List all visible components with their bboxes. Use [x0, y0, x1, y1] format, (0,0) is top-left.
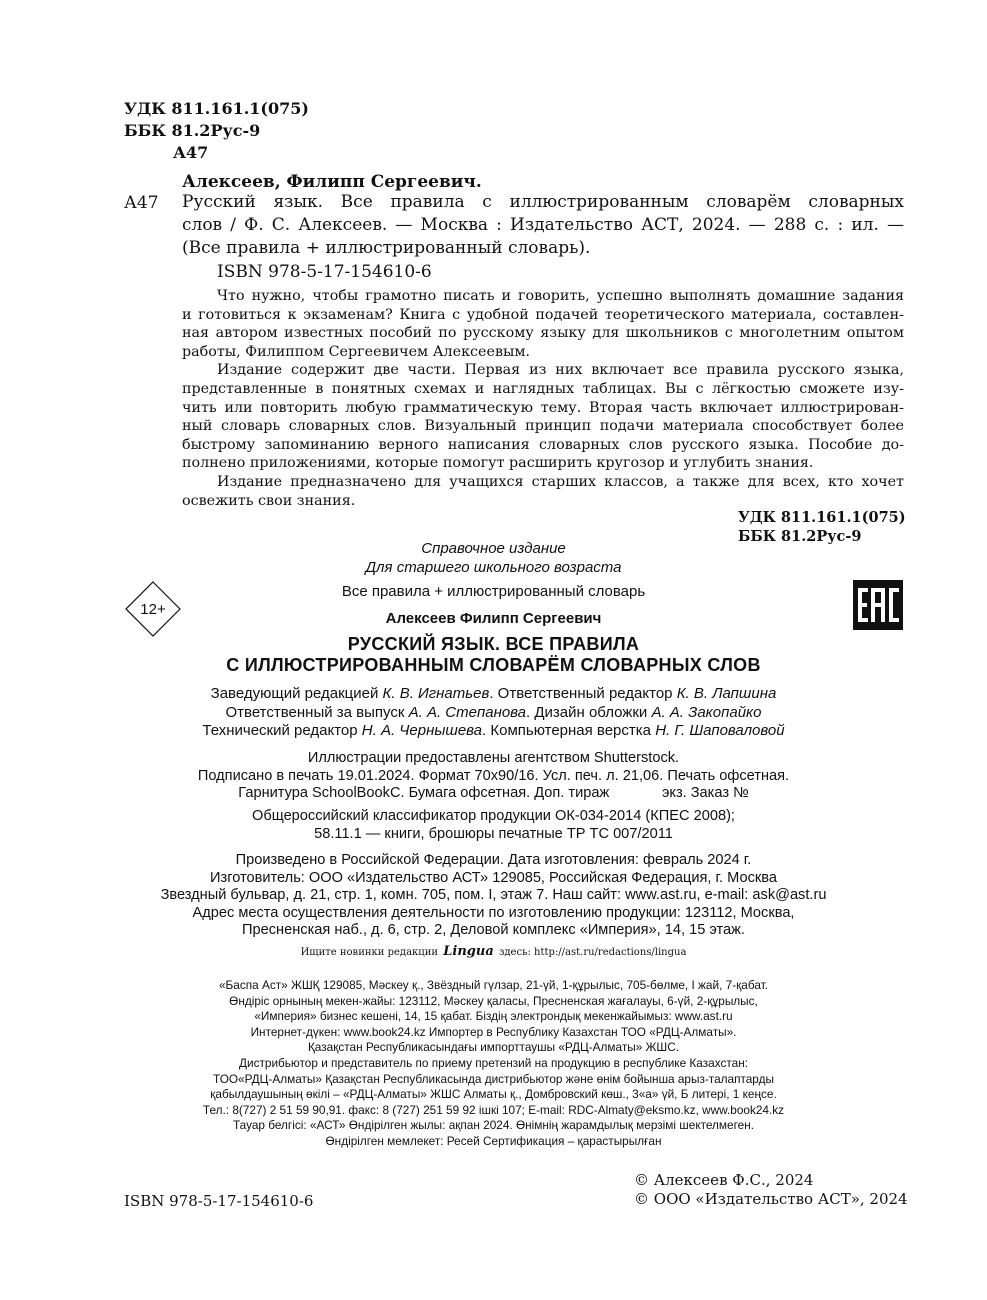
kz-line: «Баспа Аст» ЖШҚ 129085, Мәскеу қ., Звёздный гүлзар, 21-үй, 1-құрылыс, 705-бөлме, I жай, 7-қабат. [218, 978, 769, 992]
udk-right-bbk: ББК 81.2Рус-9 [738, 528, 862, 545]
credit-name: А. А. Степанова [408, 703, 527, 721]
imprint-author: Алексеев Филипп Сергеевич [385, 610, 602, 627]
kz-line: Дистрибьютор и представитель по приему претензий на продукцию в республике Казахстан: [239, 1055, 748, 1070]
abstract-line: Что нужно, чтобы грамотно писать и говорить, успешно выполнять домашние задания [217, 288, 904, 304]
bib-author: Алексеев, Филипп Сергеевич. [182, 172, 482, 192]
udk-right-udk: УДК 811.161.1(075) [738, 509, 906, 526]
kz-line: Өндіріс орнының мекен-жайы: 123112, Мәскеу қаласы, Пресненская жағалауы, 6-үй, 2-құрылыс, [229, 993, 758, 1008]
author-sign: А47 [173, 143, 209, 162]
isbn-bottom: ISBN 978-5-17-154610-6 [124, 1192, 314, 1210]
kz-line: Интернет-дүкен: www.book24.kz Импортер в Республику Казахстан ТОО «РДЦ-Алматы». [250, 1024, 737, 1039]
imprint-title [0, 634, 987, 676]
copyright-author: © Алексеев Ф.С., 2024 [634, 1171, 814, 1189]
production-line: Пресненская наб., д. 6, стр. 2, Деловой комплекс «Империя», 14, 15 этаж. [242, 922, 745, 939]
production-line: Адрес места осуществления деятельности по изготовлению продукции: 123112, Москва, [192, 904, 795, 921]
bib-title-line: (Все правила + иллюстрированный словарь). [182, 238, 591, 258]
credits [0, 685, 987, 741]
credit-label: Заведующий редакцией [210, 685, 379, 702]
production-line: Изготовитель: ООО «Издательство АСТ» 129085, Российская Федерация, г. Москва [210, 869, 777, 886]
kz-info [0, 978, 987, 1150]
abstract-line: и готовиться к экзаменам? Книга с удобной подачей теоретического материала, составлен- [182, 306, 904, 323]
age-rating-text: 12+ [140, 601, 166, 618]
credit-label: . Дизайн обложки [526, 703, 648, 721]
abstract-line: работы, Филиппом Сергеевичем Алексеевым. [182, 343, 531, 360]
imprint-title-line1: РУССКИЙ ЯЗЫК. ВСЕ ПРАВИЛА [347, 634, 640, 654]
abstract-line: представленные в понятных схемах и наглядных таблицах. Вы с лёгкостью сможете изу- [182, 380, 904, 397]
lingua-logo: Lingua [443, 944, 494, 959]
abstract-line: полнено приложениями, которые помогут расширить кругозор и углубить знания. [182, 455, 814, 472]
credit-name: Н. А. Чернышева [361, 722, 483, 740]
production-line: Произведено в Российской Федерации. Дата изготовления: февраль 2024 г. [235, 852, 752, 868]
lingua-suffix: здесь: http://ast.ru/redactions/lingua [498, 947, 687, 958]
credit-label: . Ответственный редактор [489, 685, 673, 702]
imprint-title-line2: С ИЛЛЮСТРИРОВАННЫМ СЛОВАРЁМ СЛОВАРНЫХ СЛОВ [226, 655, 761, 675]
kz-line: Қазақстан Республикасындағы импорттаушы «РДЦ-Алматы» ЖШС. [307, 1040, 680, 1055]
credit-label: Ответственный за выпуск [225, 703, 405, 721]
credit-name: К. В. Игнатьев [382, 685, 490, 702]
age-group: Для старшего школьного возраста [365, 559, 622, 576]
kz-line: Тауар белгісі: «АСТ» Өндірілген жылы: ақпан 2024. Өнімнің жарамдылық мерзімі шектелмеген. [232, 1118, 755, 1133]
credit-name: Н. Г. Шаповаловой [655, 722, 785, 740]
kz-line: ТОО«РДЦ-Алматы» Қазақстан Республикасында дистрибьютор және өнім бойынша арыз-талаптарды [213, 1071, 774, 1086]
credit-name: К. В. Лапшина [676, 685, 777, 702]
credits-line [0, 685, 987, 704]
lingua-prefix: Ищите новинки редакции [300, 947, 439, 958]
copyright-publisher: © ООО «Издательство АСТ», 2024 [634, 1190, 908, 1208]
kz-line: Өндірілген мемлекет: Ресей Сертификация – қарастырылған [325, 1133, 662, 1148]
credit-name: А. А. Закопайко [651, 703, 762, 721]
production-info [0, 852, 987, 940]
abstract-line: ная автором известных пособий по русскому языку для школьников с многолетним опытом [182, 325, 904, 342]
abstract-line: быстрому запоминанию верного написания словарных слов русского языка. Пособие до- [182, 436, 904, 453]
abstract-line: освежить свои знания. [182, 492, 356, 509]
classifier-info [0, 808, 987, 843]
udk-block [124, 98, 309, 164]
bib-title [182, 191, 904, 260]
credit-label: . Компьютерная верстка [482, 722, 652, 740]
kz-line: Тел.: 8(727) 2 51 59 90,91. факс: 8 (727) 251 59 92 ішкі 107; E-mail: RDC-Almaty@eksmo.kz, www.book24.kz [202, 1102, 785, 1117]
udk-code: УДК 811.161.1(075) [124, 99, 309, 118]
credits-line [0, 704, 987, 723]
series-name: Все правила + иллюстрированный словарь [341, 583, 646, 600]
credit-label: Технический редактор [202, 722, 358, 740]
abstract-line: Издание предназначено для учащихся старших классов, а также для всех, кто хочет [217, 473, 904, 490]
abstract-line: ный словарь словарных слов. Визуальный принцип подачи материала способствует более [182, 418, 904, 435]
bib-title-line: Русский язык. Все правила с иллюстрированным словарём словарных [182, 192, 904, 212]
bbk-code: ББК 81.2Рус-9 [124, 121, 261, 140]
abstract-line: Издание содержит две части. Первая из них включает все правила русского языка, [217, 362, 904, 379]
print-line: Подписано в печать 19.01.2024. Формат 70x90/16. Усл. печ. л. 21,06. Печать офсетная. [197, 767, 790, 784]
print-info [0, 750, 987, 803]
lingua-line [0, 944, 987, 959]
print-line: Гарнитура SchoolBookC. Бумага офсетная. Доп. тираж экз. Заказ № [238, 785, 749, 801]
abstract [182, 287, 904, 510]
print-line: Иллюстрации предоставлены агентством Shutterstock. [307, 750, 680, 766]
credits-line [0, 722, 987, 741]
classifier-line: Общероссийский классификатор продукции ОК-034-2014 (КПЕС 2008); [252, 808, 735, 824]
bib-author-sign: А47 [124, 193, 159, 213]
classifier-line: 58.11.1 — книги, брошюры печатные ТР ТС 007/2011 [314, 825, 673, 842]
production-line: Звездный бульвар, д. 21, стр. 1, комн. 705, пом. I, этаж 7. Наш сайт: www.ast.ru, e-mail: ask@ast.ru [160, 887, 827, 904]
abstract-line: чить или повторить любую грамматическую тему. Вторая часть включает иллюстрирован- [182, 399, 904, 416]
copyright [634, 1171, 908, 1209]
edition-type: Справочное издание [421, 540, 566, 557]
kz-line: «Империя» бизнес кешені, 14, 15 қабат. Біздің электрондық мекенжайымыз: www.ast.ru [254, 1009, 733, 1024]
bib-title-line: слов / Ф. С. Алексеев. — Москва : Издательство АСТ, 2024. — 288 с. : ил. — [182, 215, 904, 235]
bib-isbn: ISBN 978-5-17-154610-6 [217, 262, 432, 282]
kz-line: қабылдаушының өкілі – «РДЦ-Алматы» ЖШС Алматы қ., Домбровский көш., 3«а» үй, Б литері, 1 кеңсе. [210, 1087, 777, 1102]
